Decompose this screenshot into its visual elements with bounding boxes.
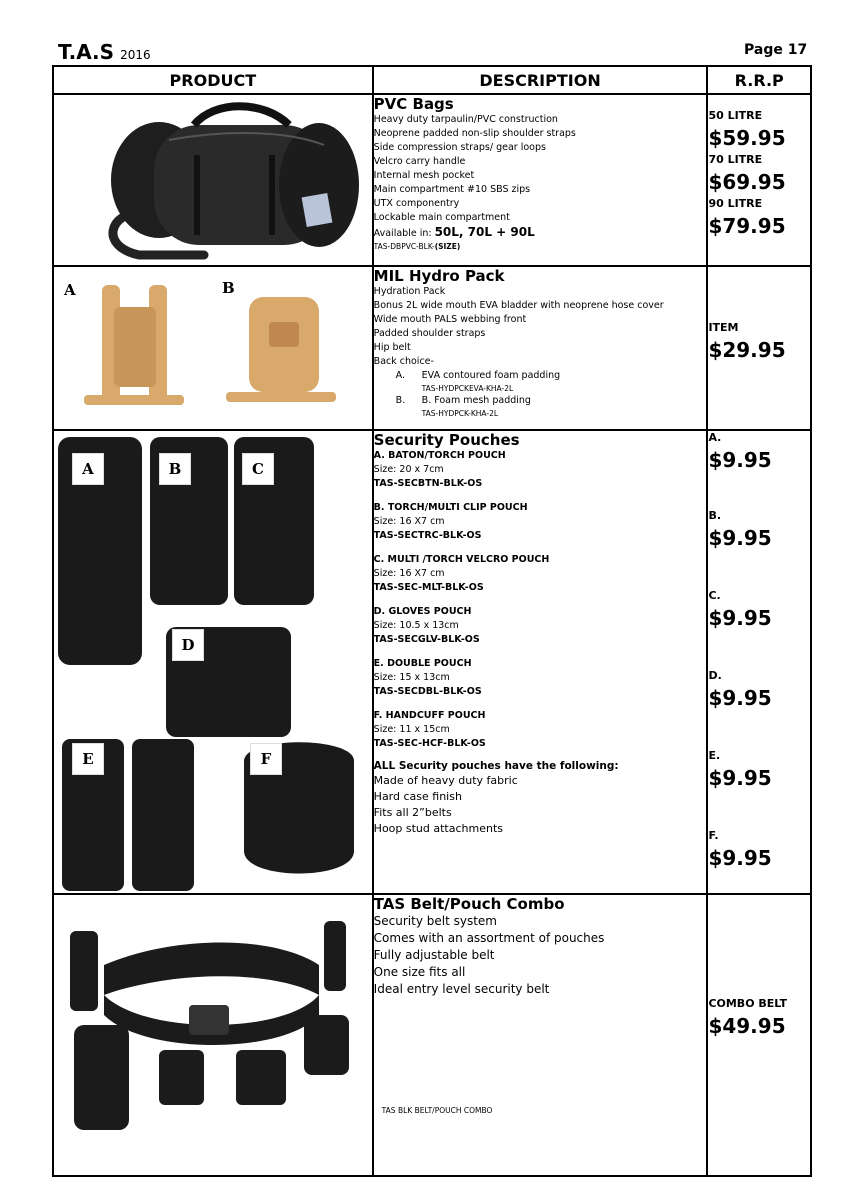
product-image-security-pouches: A B C D E F [53, 430, 373, 894]
brand-year: 2016 [120, 48, 151, 62]
description-pvc-bags: PVC Bags Heavy duty tarpaulin/PVC construction Neoprene padded non-slip shoulder straps Side compression straps/ gear loops Velcro carry handle Internal mesh pocket Main compartment #10 SBS zips UTX componentry Lockable main compartment Available in: 50L, 70L + 90L TAS-DBPVC-BLK-(SIZE) [373, 94, 708, 266]
column-header-rrp: R.R.P [707, 66, 811, 94]
brand-title: T.A.S 2016 [58, 40, 151, 64]
table-header-row [53, 66, 811, 94]
column-header-description: DESCRIPTION [373, 66, 708, 94]
price-belt-combo: COMBO BELT $49.95 [707, 894, 811, 1176]
description-security-pouches: Security Pouches A. BATON/TORCH POUCH Size: 20 x 7cm TAS-SECBTN-BLK-OS B. TORCH/MULTI CLIP POUCH Size: 16 X7 cm TAS-SECTRC-BLK-OS C. MULTI /TORCH VELCRO POUCH Size: 16 X7 cm TAS-SEC-MLT-BLK-OS D. GLOVES POUCH Size: 10.5 x 13cm TAS-SECGLV-BLK-OS E. DOUBLE POUCH Size: 15 x 13cm TAS-SECDBL-BLK-OS F. HANDCUFF POUCH Size: 11 x 15cm TAS-SEC-HCF-BLK-OS ALL Security pouches have the following: Made of heavy duty fabric Hard case finish Fits all 2”belts Hoop stud attachments [373, 430, 708, 894]
table-row [53, 894, 811, 1176]
table-row [53, 266, 811, 430]
product-image-hydro-pack: A B [53, 266, 373, 430]
hydro-pack-image [54, 267, 372, 425]
table-row [53, 94, 811, 266]
page-number: Page 17 [744, 42, 808, 58]
product-image-pvc-bag [53, 94, 373, 266]
product-table [52, 65, 812, 1177]
security-pouches-image [54, 431, 372, 895]
product-image-belt-combo [53, 894, 373, 1176]
price-security-pouches: A. $9.95 B. $9.95 C. $9.95 D. $9.95 E. $9.95 F. $9.95 [707, 430, 811, 894]
table-row [53, 430, 811, 894]
belt-combo-image [54, 895, 372, 1171]
pvc-bag-image [54, 95, 372, 261]
price-pvc-bags: 50 LITRE $59.95 70 LITRE $69.95 90 LITRE $79.95 [707, 94, 811, 266]
description-belt-combo: TAS Belt/Pouch Combo Security belt system Comes with an assortment of pouches Fully adjustable belt One size fits all Ideal entry level security belt TAS BLK BELT/POUCH COMBO [373, 894, 708, 1176]
column-header-product: PRODUCT [53, 66, 373, 94]
description-hydro-pack: MIL Hydro Pack Hydration Pack Bonus 2L wide mouth EVA bladder with neoprene hose cover Wide mouth PALS webbing front Padded shoulder straps Hip belt Back choice- A. EVA contoured foam padding TAS-HYDPCKEVA-KHA-2L B. B. Foam mesh padding TAS-HYDPCK-KHA-2L [373, 266, 708, 430]
price-hydro-pack: ITEM $29.95 [707, 266, 811, 430]
product-title: PVC Bags [373, 95, 454, 113]
